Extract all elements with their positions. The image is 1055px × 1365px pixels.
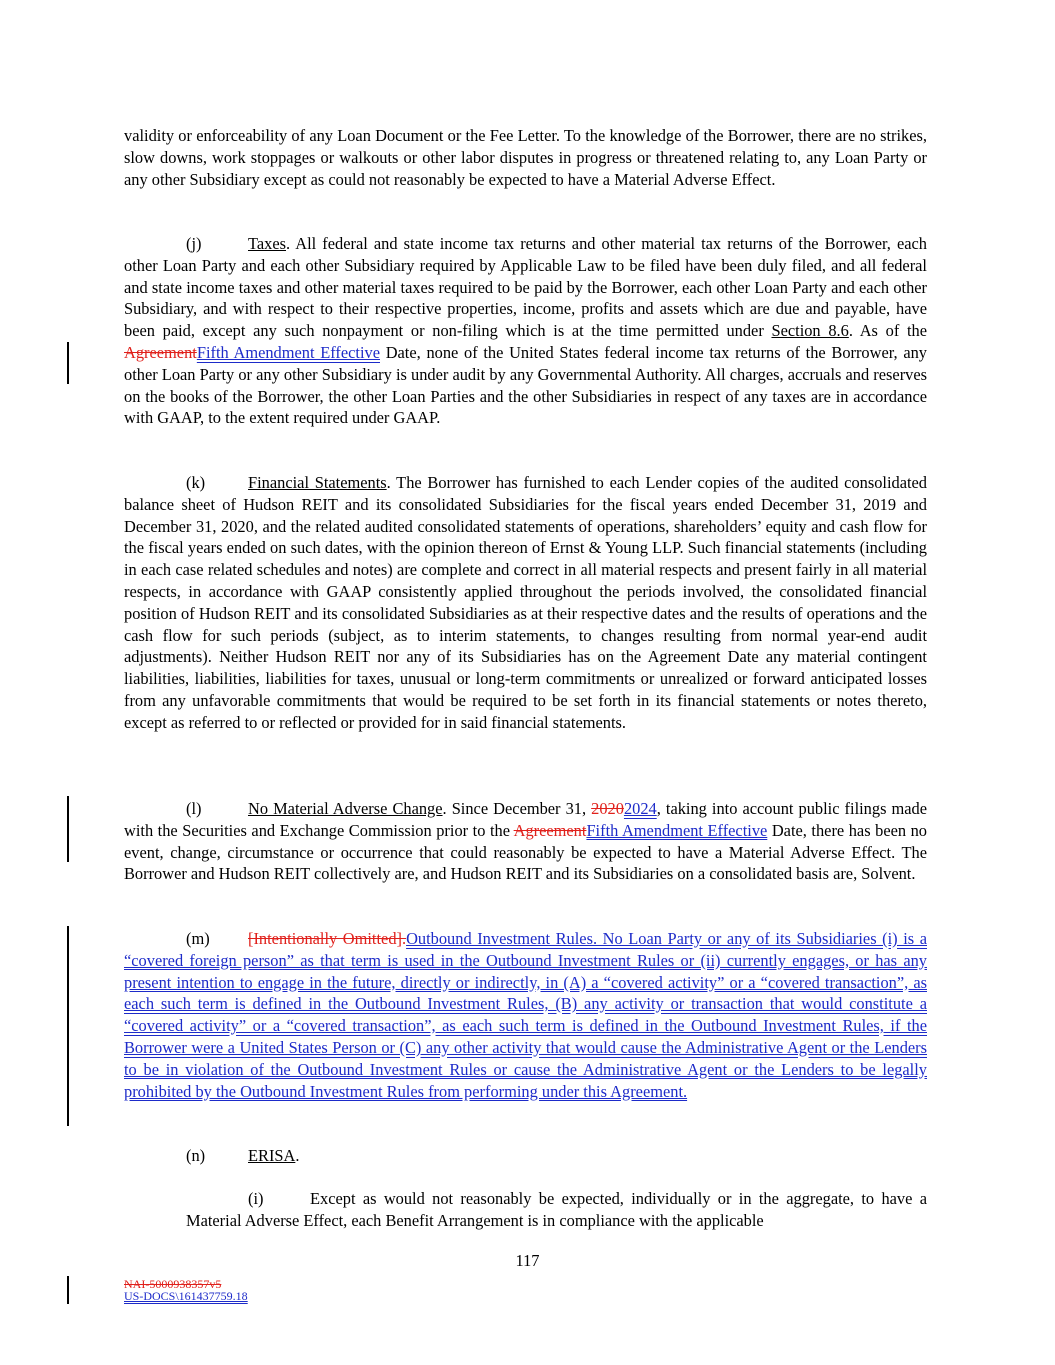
inserted-year: 2024 xyxy=(623,799,657,818)
clause-label: (j) xyxy=(186,234,202,253)
section-reference: Section 8.6 xyxy=(771,321,849,341)
paragraph-intro xyxy=(124,125,927,190)
footer-doc-id: US-DOCS\161437759.18 xyxy=(124,1289,248,1303)
deleted-year: 2020 xyxy=(591,799,624,818)
change-bar-outbound xyxy=(67,926,69,1126)
clause-text: . Since December 31, xyxy=(442,799,592,818)
clause-label: (k) xyxy=(186,473,206,492)
clause-text: . The Borrower has furnished to each Lender copies of the audited consolidated balance sheet of Hudson REIT and its consolidated Subsidiaries for the fiscal years ended December 31, 2019 and December 31, 2020, and the related audited consolidated statements of operations, shareholders’ equity and cash flow for the fiscal years ended on such dates, with the opinion thereon of Ernst & Young LLP. Such financial statements (including in each case related schedules and notes) are complete and correct in all material respects and present fairly in all material respects, in accordance with GAAP consistently applied throughout the periods involved, the consolidated financial position of Hudson REIT and its consolidated Subsidiaries as at their respective dates and the results of operations and the cash flow for such periods (subject, as to interim statements, to changes resulting from normal year-end audit adjustments). Neither Hudson REIT nor any of its Subsidiaries has on the Agreement Date any material contingent liabilities, liabilities, liabilities for taxes, unusual or long-term commitments or unrealized or forward anticipated losses from any unfavorable commitments that would be required to be set forth in its financial statements or notes thereto, except as referred to or reflected or provided for in said financial statements. xyxy=(124,473,928,732)
clause-text: Date, none of the United States federal income tax returns of the Borrower, any other Loan Party or any other Subsidiary is under audit by any Governmental Authority. All charges, accruals and reserves on the books of the Borrower, the other Loan Parties and the other Subsidiaries in respect of any taxes are in accordance with GAAP, to the extent required under GAAP. xyxy=(124,342,928,428)
change-bar-taxes xyxy=(67,342,69,384)
clause-heading: Taxes xyxy=(248,234,286,253)
paragraph-k-financial-statements xyxy=(124,472,927,734)
paragraph-n-i xyxy=(186,1188,927,1232)
footer-deleted-doc-id: NAI-5000938357v5 xyxy=(124,1277,222,1291)
deleted-text: Agreement xyxy=(124,342,197,362)
paragraph-intro-text: validity or enforceability of any Loan Document or the Fee Letter. To the knowledge of the Borrower, there are no strikes, slow downs, work stoppages or walkouts or other labor disputes in progress or threatened relating to, any Loan Party or any other Subsidiary except as could not reasonably be expected to have a Material Adverse Effect. xyxy=(124,126,927,189)
clause-text: Except as would not reasonably be expected, individually or in the aggregate, to have a Material Adverse Effect, each Benefit Arrangement is in compliance with the applicable xyxy=(186,1189,927,1230)
paragraph-j-taxes xyxy=(124,233,927,429)
clause-heading: No Material Adverse Change xyxy=(248,799,443,818)
clause-text: . All federal and state income tax returns and other material tax returns of the Borrower, each other Loan Party and each other Subsidiary required by Applicable Law to be filed have been duly filed, and all federal and state income taxes and other material taxes required to be paid by the Borrower, each other Loan Party and each other Subsidiary, and with respect to their respective properties, income, profits and assets which are due and payable, have been paid, except any such nonpayment or non-filing which is at the time permitted under xyxy=(124,234,927,341)
deleted-text: Agreement xyxy=(513,820,587,840)
change-bar-no-mac xyxy=(67,796,69,862)
paragraph-m-outbound-investment-rules xyxy=(124,928,927,1102)
clause-text: . xyxy=(295,1146,300,1165)
clause-label: (l) xyxy=(186,799,202,818)
inserted-text: Fifth Amendment Effective xyxy=(586,820,768,840)
inserted-text: Outbound Investment Rules. No Loan Party or any of its Subsidiaries (i) is a “covered foreign person” as that term is used in the Outbound Investment Rules or (ii) currently engages, or has any present intention to engage in the future, directly or indirectly, in (A) a “covered activity” or a “covered transaction”, as each such term is defined in the Outbound Investment Rules, (B) any activity or transaction that would constitute a “covered activity” or a “covered transaction”, as each such term is defined in the Outbound Investment Rules, if the Borrower were a United States Person or (C) any other activity that would cause the Administrative Agent or the Lenders to be in violation of the Outbound Investment Rules or cause the Administrative Agent or the Lenders to be legally prohibited by the Outbound Investment Rules from performing under this Agreement. xyxy=(124,929,927,1101)
deleted-text: [Intentionally Omitted]. xyxy=(248,929,407,948)
clause-label: (m) xyxy=(186,929,210,948)
clause-text: , taking into account public filings made with the Securities and Exchange Commission prior to the xyxy=(124,799,928,840)
paragraph-n-erisa xyxy=(124,1145,927,1167)
clause-text: . As of the xyxy=(848,321,927,341)
clause-heading: ERISA xyxy=(248,1146,296,1165)
clause-label: (n) xyxy=(186,1146,206,1165)
clause-heading: Financial Statements xyxy=(248,473,387,492)
page-number: 117 xyxy=(515,1251,540,1270)
clause-text: Date, there has been no event, change, circumstance or occurrence that could reasonably be expected to have a Material Adverse Effect. The Borrower and Hudson REIT collectively are, and Hudson REIT and its Subsidiaries on a consolidated basis are, Solvent. xyxy=(124,820,928,884)
paragraph-l-no-material-adverse-change xyxy=(124,798,927,885)
clause-label: (i) xyxy=(248,1189,264,1208)
change-bar-footer xyxy=(67,1276,69,1304)
inserted-text: Fifth Amendment Effective xyxy=(196,342,380,362)
